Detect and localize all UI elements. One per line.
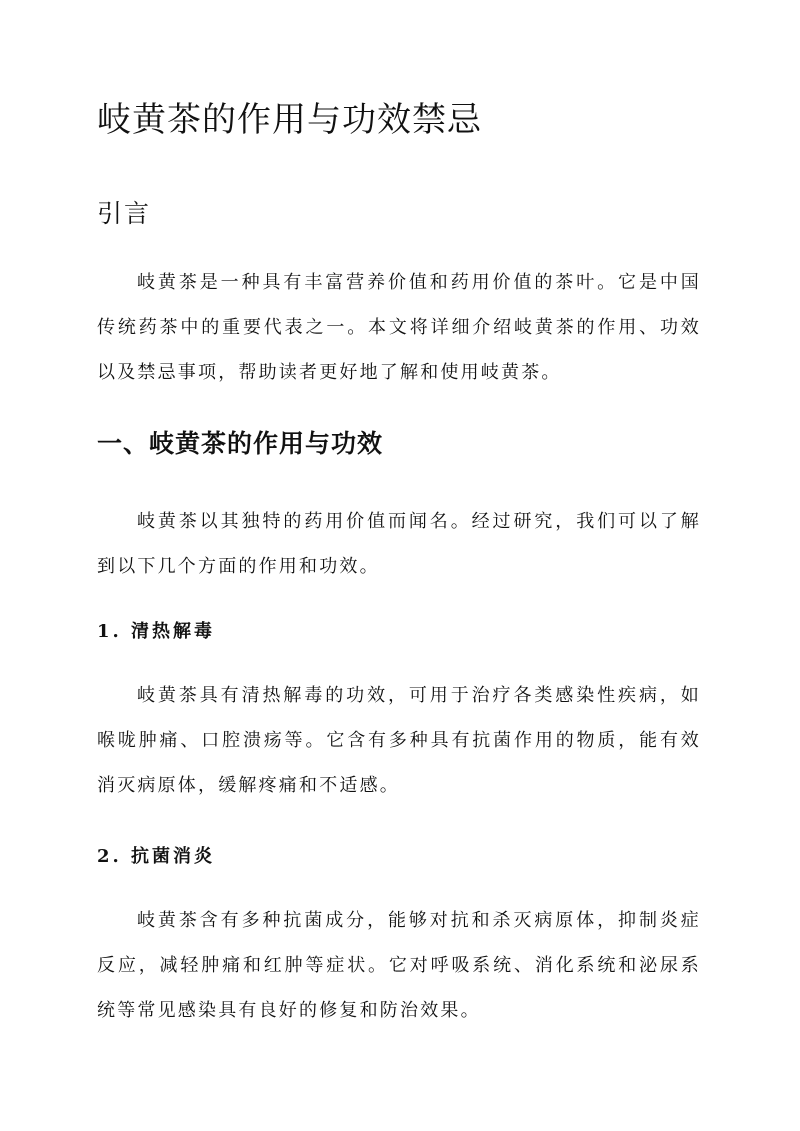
item1-paragraph: 岐黄茶具有清热解毒的功效，可用于治疗各类感染性疾病，如喉咙肿痛、口腔溃疡等。它含有多种具有抗菌作用的物质，能有效消灭病原体，缓解疼痛和不适感。 (97, 685, 701, 796)
item2-heading: 2. 抗菌消炎 (97, 846, 216, 867)
intro-heading: 引言 (97, 199, 152, 228)
item1-heading: 1. 清热解毒 (97, 621, 216, 642)
section1-paragraph: 岐黄茶以其独特的药用价值而闻名。经过研究，我们可以了解到以下几个方面的作用和功效。 (97, 511, 701, 577)
item2-paragraph: 岐黄茶含有多种抗菌成分，能够对抗和杀灭病原体，抑制炎症反应，减轻肿痛和红肿等症状。它对呼吸系统、消化系统和泌尿系统等常见感染具有良好的修复和防治效果。 (97, 910, 701, 1021)
document-title: 岐黄茶的作用与功效禁忌 (97, 100, 482, 140)
intro-paragraph: 岐黄茶是一种具有丰富营养价值和药用价值的茶叶。它是中国传统药茶中的重要代表之一。本文将详细介绍岐黄茶的作用、功效以及禁忌事项，帮助读者更好地了解和使用岐黄茶。 (97, 272, 701, 383)
section1-heading: 一、岐黄茶的作用与功效 (97, 429, 384, 458)
